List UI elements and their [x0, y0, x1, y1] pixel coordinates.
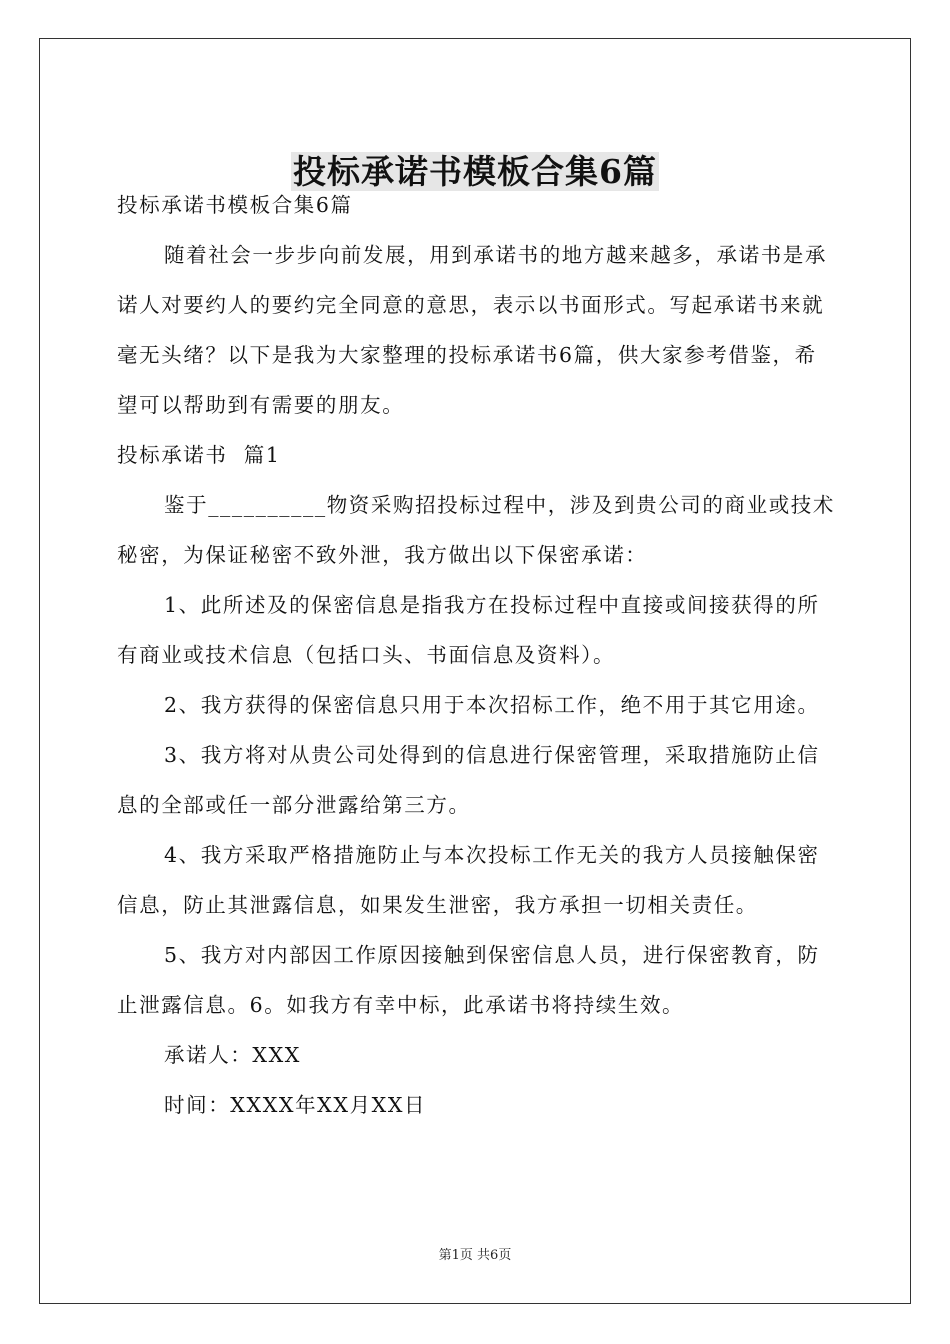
body-paragraph: 1、此所述及的保密信息是指我方在投标过程中直接或间接获得的所有商业或技术信息（包括口头、书面信息及资料）。 [117, 593, 820, 667]
body-paragraph: 5、我方对内部因工作原因接触到保密信息人员，进行保密教育，防止泄露信息。6。如我方有幸中标，此承诺书将持续生效。 [117, 943, 820, 1017]
document-body [117, 180, 837, 1130]
date-line: 时间：XXXX年XX月XX日 [164, 1093, 427, 1117]
body-paragraph: 3、我方将对从贵公司处得到的信息进行保密管理，采取措施防止信息的全部或任一部分泄露给第三方。 [117, 743, 820, 817]
intro-paragraph: 随着社会一步步向前发展，用到承诺书的地方越来越多，承诺书是承诺人对要约人的要约完全同意的意思，表示以书面形式。写起承诺书来就毫无头绪？以下是我为大家整理的投标承诺书6篇，供大家参考借鉴，希望可以帮助到有需要的朋友。 [117, 243, 827, 417]
section-heading: 投标承诺书 篇1 [117, 443, 281, 467]
document-title-text: 投标承诺书模板合集6篇 [293, 152, 657, 192]
body-paragraph: 4、我方采取严格措施防止与本次投标工作无关的我方人员接触保密信息，防止其泄露信息，如果发生泄密，我方承担一切相关责任。 [117, 843, 820, 917]
promisor-line: 承诺人：XXX [164, 1043, 301, 1067]
page-footer: 第1页 共6页 [438, 1248, 512, 1263]
body-paragraph: 2、我方获得的保密信息只用于本次招标工作，绝不用于其它用途。 [164, 693, 820, 717]
body-paragraph: 鉴于__________物资采购招投标过程中，涉及到贵公司的商业或技术秘密，为保证秘密不致外泄，我方做出以下保密承诺： [117, 493, 835, 567]
document-subtitle: 投标承诺书模板合集6篇 [117, 193, 353, 217]
